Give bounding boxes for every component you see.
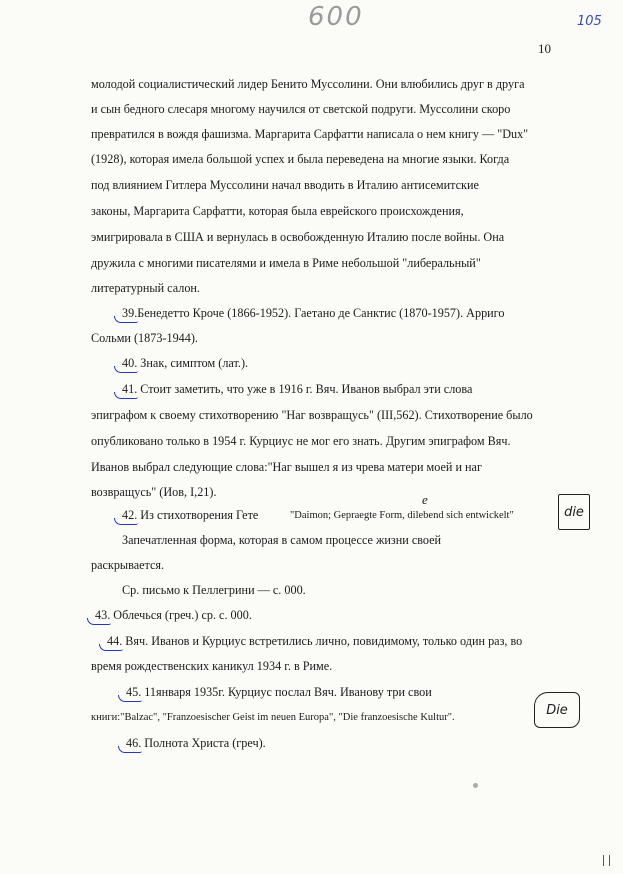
note-text: 11января 1935г. Курциус послал Вяч. Иванову три свои xyxy=(141,685,432,699)
footnote-line: Ср. письмо к Пеллегрини — с. 000. xyxy=(122,583,306,597)
note-number: 39. xyxy=(122,306,138,320)
footnote-line: Запечатленная форма, которая в самом процессе жизни своей xyxy=(122,533,442,547)
note-text: Облечься (греч.) ср. с. 000. xyxy=(110,608,252,622)
body-line: молодой социалистический лидер Бенито Муссолини. Они влюбились друг в друга xyxy=(91,77,525,91)
footnote-line: возвращусь" (Иов, I,21). xyxy=(91,485,217,499)
note-text: Полнота Христа (греч). xyxy=(141,736,266,750)
body-line: эмигрировала в США и вернулась в освобожденную Италию после войны. Она xyxy=(91,230,505,244)
page-number: 10 xyxy=(538,41,551,56)
note-number: 42. xyxy=(122,508,138,522)
footnote-43 xyxy=(95,607,252,623)
footnote-40 xyxy=(122,355,248,371)
footnote-39 xyxy=(122,305,504,321)
handwritten-page-number: 600 xyxy=(308,2,364,32)
margin-note-box: Die xyxy=(534,692,580,728)
footnote-line: книги:"Balzac", "Franzoesischer Geist im neuen Europa", "Die franzoesische Kultur". xyxy=(91,712,455,723)
margin-note-box: die xyxy=(558,494,590,530)
body-line: (1928), которая имела большой успех и была переведена на многие языки. Когда xyxy=(91,152,510,166)
note-number: 41. xyxy=(122,382,138,396)
goethe-quote: "Daimon; Gepraegte Form, dilebend sich entwickelt" xyxy=(290,510,514,521)
body-line: под влиянием Гитлера Муссолини начал вводить в Италию антисемитские xyxy=(91,178,479,192)
footnote-line: раскрывается. xyxy=(91,558,165,572)
note-number: 43. xyxy=(95,608,111,622)
body-line: литературный салон. xyxy=(91,281,200,295)
footnote-line: опубликовано только в 1954 г. Курциус не мог его знать. Другим эпиграфом Вяч. xyxy=(91,434,511,448)
handwritten-folio-number: 105 xyxy=(577,14,602,29)
note-number: 44. xyxy=(107,634,123,648)
corner-mark xyxy=(603,855,610,866)
footnote-line: Сольми (1873-1944). xyxy=(91,331,198,345)
footnote-line: Иванов выбрал следующие слова:"Наг вышел я из чрева матери моей и наг xyxy=(91,460,482,474)
paper-spot xyxy=(473,783,478,788)
footnote-46 xyxy=(126,735,266,751)
handwritten-correction: e xyxy=(422,492,428,507)
footnote-41 xyxy=(122,381,472,397)
note-text: Из стихотворения Гете xyxy=(137,508,259,522)
body-line: дружила с многими писателями и имела в Риме небольшой "либеральный" xyxy=(91,256,481,270)
footnote-44 xyxy=(107,633,522,649)
note-number: 45. xyxy=(126,685,142,699)
footnote-45 xyxy=(126,684,432,700)
footnote-line: время рождественских каникул 1934 г. в Риме. xyxy=(91,659,333,673)
note-number: 40. xyxy=(122,356,138,370)
body-line: законы, Маргарита Сарфатти, которая была еврейского происхождения, xyxy=(91,204,464,218)
note-number: 46. xyxy=(126,736,142,750)
note-text: Бенедетто Кроче (1866-1952). Гаетано де Санктис (1870-1957). Арриго xyxy=(137,306,505,320)
footnote-42 xyxy=(122,507,258,523)
footnote-line: эпиграфом к своему стихотворению "Наг возвращусь" (III,562). Стихотворение было xyxy=(91,408,533,422)
note-text: Стоит заметить, что уже в 1916 г. Вяч. Иванов выбрал эти слова xyxy=(137,382,473,396)
body-line: превратился в вождя фашизма. Маргарита Сарфатти написала о нем книгу — "Dux" xyxy=(91,127,529,141)
note-text: Знак, симптом (лат.). xyxy=(137,356,249,370)
body-line: и сын бедного слесаря многому научился от светской подруги. Муссолини скоро xyxy=(91,102,511,116)
note-text: Вяч. Иванов и Курциус встретились лично, повидимому, только один раз, во xyxy=(122,634,523,648)
